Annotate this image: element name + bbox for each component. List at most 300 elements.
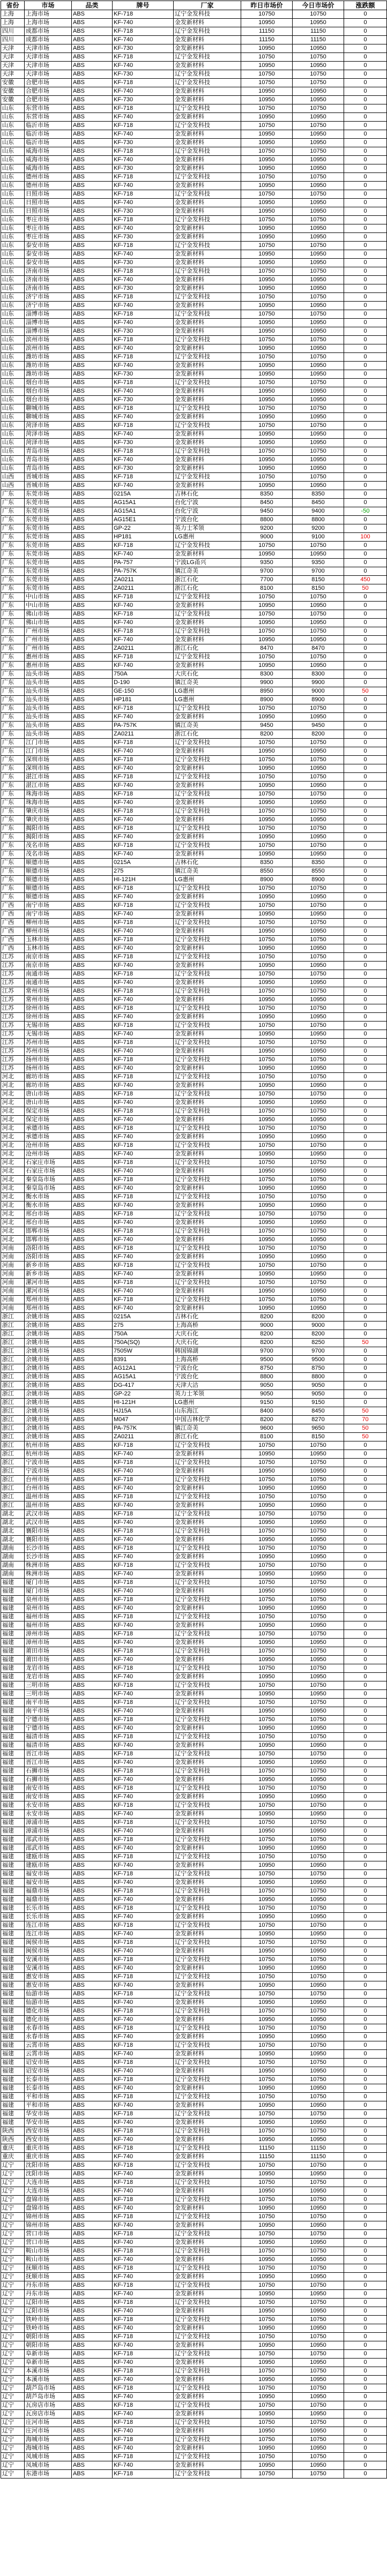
cell-change: 0 [344,53,387,62]
cell-change: 0 [344,1141,387,1150]
cell-grade: KF-740 [113,1673,174,1681]
cell-change: 0 [344,344,387,353]
cell-today-price: 9350 [293,559,344,567]
cell-today-price: 10750 [293,2350,344,2359]
cell-grade: KF-718 [113,422,174,430]
cell-category: ABS [72,2470,113,2479]
cell-change: 0 [344,1321,387,1330]
table-row [1,1193,387,1201]
table-row [1,2256,387,2264]
cell-change: 0 [344,696,387,704]
cell-category: ABS [72,1956,113,1964]
cell-today-price: 10950 [293,2273,344,2281]
table-row [1,2316,387,2324]
cell-grade: KF-740 [113,1270,174,1279]
cell-province: 福建 [1,1947,25,1956]
header-row [1,1,387,10]
cell-today-price: 10750 [293,1561,344,1570]
cell-province: 浙江 [1,1364,25,1373]
cell-yesterday-price: 10950 [241,602,293,610]
cell-province: 浙江 [1,1424,25,1433]
cell-manufacturer: 辽宁金发科技 [174,267,241,276]
cell-today-price: 10750 [293,2419,344,2427]
cell-category: ABS [72,1587,113,1596]
cell-change: 0 [344,1621,387,1630]
cell-province: 河南 [1,1287,25,1296]
cell-market: 朝阳市场 [25,2341,72,2350]
cell-today-price: 10950 [293,799,344,807]
table-row [1,1270,387,1279]
cell-manufacturer: 金发新材料 [174,1484,241,1493]
cell-today-price: 10950 [293,2119,344,2127]
cell-yesterday-price: 10750 [241,2264,293,2273]
cell-province: 福建 [1,1990,25,1999]
cell-province: 广东 [1,559,25,567]
cell-today-price: 10950 [293,387,344,396]
cell-grade: KF-740 [113,1553,174,1561]
cell-category: ABS [72,336,113,344]
cell-province: 陕西 [1,2136,25,2144]
cell-province: 浙江 [1,1450,25,1459]
cell-manufacturer: 金发新材料 [174,2136,241,2144]
cell-manufacturer: 金发新材料 [174,1519,241,1527]
cell-manufacturer: 辽宁金发科技 [174,53,241,62]
cell-today-price: 10750 [293,242,344,250]
cell-category: ABS [72,2213,113,2221]
cell-change: 0 [344,2359,387,2367]
cell-change: 0 [344,1656,387,1664]
table-row [1,833,387,842]
cell-yesterday-price: 10950 [241,619,293,627]
cell-category: ABS [72,319,113,327]
cell-manufacturer: 台化宁波 [174,499,241,507]
cell-category: ABS [72,1064,113,1073]
cell-category: ABS [72,122,113,130]
cell-grade: KF-740 [113,344,174,353]
cell-change: 0 [344,1836,387,1844]
header-yesterday-price: 昨日市场价 [241,1,293,10]
cell-province: 江苏 [1,1056,25,1064]
cell-province: 浙江 [1,1356,25,1364]
cell-manufacturer: 辽宁金发科技 [174,1904,241,1913]
cell-change: 0 [344,370,387,379]
cell-province: 河北 [1,1082,25,1090]
cell-category: ABS [72,687,113,696]
cell-yesterday-price: 10750 [241,1193,293,1201]
cell-yesterday-price: 10950 [241,302,293,310]
table-row [1,1304,387,1313]
cell-manufacturer: 镇江奇美 [174,1424,241,1433]
cell-yesterday-price: 10750 [241,2127,293,2136]
cell-manufacturer: 辽宁金发科技 [174,1244,241,1253]
cell-market: 顺德市场 [25,859,72,867]
table-row [1,1056,387,1064]
cell-category: ABS [72,739,113,747]
cell-change: 0 [344,996,387,1004]
cell-category: ABS [72,1261,113,1270]
cell-today-price: 9500 [293,1356,344,1364]
cell-province: 天津 [1,44,25,53]
cell-yesterday-price: 10750 [241,987,293,996]
cell-market: 威海市场 [25,147,72,156]
cell-province: 福建 [1,1733,25,1741]
cell-manufacturer: 金发新材料 [174,2307,241,2316]
cell-today-price: 10950 [293,1673,344,1681]
cell-manufacturer: 金发新材料 [174,2153,241,2161]
cell-yesterday-price: 10750 [241,473,293,482]
table-row [1,2436,387,2444]
cell-today-price: 10950 [293,19,344,27]
cell-province: 福建 [1,1776,25,1784]
table-row [1,53,387,62]
cell-change: 0 [344,1553,387,1561]
cell-change: 0 [344,987,387,996]
cell-manufacturer: 金发新材料 [174,782,241,790]
cell-yesterday-price: 8350 [241,490,293,499]
cell-category: ABS [72,1150,113,1159]
cell-category: ABS [72,2221,113,2230]
cell-province: 山东 [1,336,25,344]
table-row [1,319,387,327]
cell-today-price: 10950 [293,2170,344,2179]
table-row [1,876,387,884]
cell-manufacturer: 金发新材料 [174,2410,241,2419]
cell-change: 0 [344,293,387,302]
cell-category: ABS [72,1733,113,1741]
cell-market: 邯郸市场 [25,1236,72,1244]
cell-grade: KF-718 [113,884,174,893]
cell-yesterday-price: 10750 [241,1750,293,1759]
cell-category: ABS [72,1441,113,1450]
cell-market: 淄博市场 [25,327,72,336]
cell-manufacturer: 金发新材料 [174,464,241,473]
cell-market: 南京市场 [25,962,72,970]
cell-category: ABS [72,833,113,842]
cell-yesterday-price: 10950 [241,2324,293,2333]
cell-category: ABS [72,524,113,533]
cell-yesterday-price: 10750 [241,2230,293,2239]
cell-province: 山东 [1,293,25,302]
table-row [1,1793,387,1801]
cell-market: 晋城市场 [25,473,72,482]
cell-yesterday-price: 10950 [241,2273,293,2281]
cell-category: ABS [72,164,113,173]
cell-grade: KF-718 [113,267,174,276]
cell-province: 广西 [1,927,25,936]
cell-province: 山东 [1,447,25,456]
cell-manufacturer: 韩国锦湖 [174,1347,241,1356]
cell-manufacturer: 辽宁金发科技 [174,1476,241,1484]
cell-manufacturer: 金发新材料 [174,2341,241,2350]
cell-manufacturer: 辽宁金发科技 [174,2196,241,2204]
table-row [1,44,387,53]
table-row [1,1210,387,1219]
cell-market: 东莞市场 [25,584,72,593]
cell-market: 苏州市场 [25,1039,72,1047]
cell-change: 50 [344,1339,387,1347]
cell-province: 浙江 [1,1399,25,1407]
table-row [1,1896,387,1904]
cell-yesterday-price: 10950 [241,1467,293,1476]
cell-manufacturer: 辽宁金发科技 [174,147,241,156]
cell-today-price: 10750 [293,10,344,19]
table-row [1,70,387,79]
cell-yesterday-price: 10950 [241,2084,293,2093]
table-row [1,2333,387,2341]
table-row [1,302,387,310]
cell-category: ABS [72,387,113,396]
cell-grade: KF-740 [113,1776,174,1784]
cell-province: 河北 [1,1219,25,1227]
cell-yesterday-price: 10750 [241,2350,293,2359]
cell-province: 福建 [1,2041,25,2050]
table-row [1,473,387,482]
cell-province: 浙江 [1,1476,25,1484]
table-row [1,902,387,910]
cell-province: 福建 [1,2084,25,2093]
cell-grade: KF-740 [113,1287,174,1296]
cell-yesterday-price: 10950 [241,139,293,147]
cell-province: 山东 [1,122,25,130]
cell-today-price: 9450 [293,722,344,730]
cell-today-price: 10950 [293,139,344,147]
cell-province: 广西 [1,944,25,953]
table-row [1,2453,387,2461]
cell-change: 0 [344,1733,387,1741]
cell-grade: ZA0211 [113,644,174,653]
cell-yesterday-price: 10950 [241,893,293,902]
cell-province: 辽宁 [1,2436,25,2444]
cell-yesterday-price: 10950 [241,1707,293,1716]
cell-grade: KF-718 [113,2436,174,2444]
cell-manufacturer: 金发新材料 [174,2033,241,2041]
cell-market: 福鼎市场 [25,1887,72,1896]
cell-market: 唐山市场 [25,1099,72,1107]
cell-yesterday-price: 10950 [241,1827,293,1836]
cell-market: 汕头市场 [25,696,72,704]
cell-change: 0 [344,1219,387,1227]
table-row [1,164,387,173]
cell-grade: KF-740 [113,2119,174,2127]
cell-today-price: 10950 [293,156,344,164]
cell-grade: KF-718 [113,1853,174,1861]
cell-change: 0 [344,1870,387,1879]
cell-market: 东莞市场 [25,542,72,550]
cell-change: 50 [344,1407,387,1416]
cell-manufacturer: 金发新材料 [174,764,241,773]
cell-province: 福建 [1,1930,25,1939]
table-row [1,1553,387,1561]
cell-category: ABS [72,584,113,593]
table-row [1,113,387,122]
cell-yesterday-price: 10950 [241,1553,293,1561]
cell-manufacturer: 金发新材料 [174,1947,241,1956]
cell-province: 江苏 [1,962,25,970]
cell-today-price: 10750 [293,653,344,662]
cell-yesterday-price: 10750 [241,1973,293,1981]
cell-market: 邢台市场 [25,1219,72,1227]
cell-category: ABS [72,1330,113,1339]
cell-change: 0 [344,876,387,884]
cell-category: ABS [72,233,113,242]
cell-grade: KF-718 [113,1510,174,1519]
cell-yesterday-price: 10950 [241,1133,293,1141]
cell-category: ABS [72,919,113,927]
cell-today-price: 10750 [293,1159,344,1167]
cell-today-price: 10950 [293,456,344,464]
cell-change: 0 [344,1279,387,1287]
table-row [1,533,387,542]
cell-province: 辽宁 [1,2290,25,2299]
cell-category: ABS [72,653,113,662]
table-row [1,1810,387,1819]
table-row [1,353,387,362]
table-row [1,1699,387,1707]
cell-category: ABS [72,302,113,310]
cell-province: 广东 [1,696,25,704]
cell-market: 惠州市场 [25,653,72,662]
cell-manufacturer: 金发新材料 [174,327,241,336]
cell-market: 抚顺市场 [25,2264,72,2273]
cell-change: 0 [344,1759,387,1767]
cell-manufacturer: 金发新材料 [174,1930,241,1939]
cell-today-price: 10950 [293,2136,344,2144]
cell-province: 江苏 [1,1039,25,1047]
table-row [1,1630,387,1639]
cell-manufacturer: 金发新材料 [174,2204,241,2213]
cell-manufacturer: 金发新材料 [174,1844,241,1853]
cell-change: 0 [344,670,387,679]
cell-grade: KF-718 [113,1124,174,1133]
cell-today-price: 10750 [293,884,344,893]
cell-grade: KF-740 [113,636,174,644]
cell-category: ABS [72,516,113,524]
cell-grade: KF-740 [113,1724,174,1733]
table-row [1,542,387,550]
cell-change: 0 [344,499,387,507]
cell-category: ABS [72,2024,113,2033]
cell-category: ABS [72,1313,113,1321]
cell-grade: KF-718 [113,1819,174,1827]
cell-grade: KF-740 [113,1030,174,1039]
cell-market: 辽阳市场 [25,2299,72,2307]
cell-market: 营口市场 [25,2239,72,2247]
cell-category: ABS [72,1493,113,1501]
cell-grade: KF-718 [113,653,174,662]
cell-change: 0 [344,1887,387,1896]
cell-manufacturer: 金发新材料 [174,2359,241,2367]
cell-province: 广东 [1,670,25,679]
cell-yesterday-price: 10950 [241,1810,293,1819]
cell-today-price: 10950 [293,1013,344,1022]
cell-manufacturer: 辽宁金发科技 [174,987,241,996]
table-row [1,259,387,267]
cell-category: ABS [72,1613,113,1621]
table-row [1,2359,387,2367]
cell-change: 0 [344,1270,387,1279]
table-row [1,593,387,602]
table-row [1,1090,387,1099]
cell-manufacturer: 吉林石化 [174,490,241,499]
cell-yesterday-price: 10950 [241,2307,293,2316]
table-row [1,2410,387,2419]
cell-category: ABS [72,1381,113,1390]
cell-grade: KF-740 [113,156,174,164]
cell-change: 0 [344,1904,387,1913]
table-row [1,1356,387,1364]
cell-yesterday-price: 10750 [241,2436,293,2444]
cell-market: 德化市场 [25,2016,72,2024]
table-row [1,1099,387,1107]
cell-category: ABS [72,1939,113,1947]
cell-yesterday-price: 10950 [241,1861,293,1870]
cell-change: 0 [344,1030,387,1039]
cell-yesterday-price: 10750 [241,756,293,764]
cell-change: 0 [344,79,387,87]
cell-market: 广州市场 [25,627,72,636]
cell-province: 山东 [1,396,25,404]
cell-province: 广东 [1,584,25,593]
cell-manufacturer: 辽宁金发科技 [174,2333,241,2341]
cell-market: 新乡市场 [25,1261,72,1270]
cell-province: 广东 [1,662,25,670]
cell-today-price: 9100 [293,533,344,542]
cell-grade: KF-718 [113,1056,174,1064]
cell-today-price: 10750 [293,1296,344,1304]
cell-yesterday-price: 8750 [241,1364,293,1373]
cell-change: 0 [344,413,387,422]
cell-change: 0 [344,627,387,636]
cell-grade: KF-740 [113,1082,174,1090]
cell-market: 宁波市场 [25,1459,72,1467]
cell-category: ABS [72,824,113,833]
cell-today-price: 10750 [293,1261,344,1270]
cell-today-price: 10750 [293,1819,344,1827]
cell-market: 沧州市场 [25,1150,72,1159]
cell-manufacturer: 金发新材料 [174,1184,241,1193]
cell-market: 淄博市场 [25,319,72,327]
cell-change: 0 [344,130,387,139]
cell-today-price: 10950 [293,1553,344,1561]
cell-yesterday-price: 10750 [241,2470,293,2479]
cell-grade: KF-740 [113,1639,174,1647]
cell-manufacturer: 金发新材料 [174,1639,241,1647]
cell-yesterday-price: 10950 [241,1656,293,1664]
cell-yesterday-price: 10750 [241,173,293,182]
cell-manufacturer: 辽宁金发科技 [174,1819,241,1827]
cell-category: ABS [72,2093,113,2101]
cell-grade: KF-740 [113,130,174,139]
cell-change: 0 [344,850,387,859]
table-row [1,207,387,216]
cell-manufacturer: 辽宁金发科技 [174,739,241,747]
cell-yesterday-price: 10750 [241,807,293,816]
table-row [1,1279,387,1287]
cell-yesterday-price: 10750 [241,216,293,224]
table-row [1,464,387,473]
cell-market: 苏州市场 [25,1047,72,1056]
cell-market: 宁波市场 [25,1467,72,1476]
cell-change: 0 [344,773,387,782]
cell-grade: KF-718 [113,1784,174,1793]
cell-change: 0 [344,644,387,653]
cell-change: 0 [344,1476,387,1484]
cell-province: 福建 [1,1724,25,1733]
cell-change: 0 [344,2196,387,2204]
cell-grade: KF-740 [113,1047,174,1056]
table-row [1,104,387,113]
cell-province: 辽宁 [1,2187,25,2196]
